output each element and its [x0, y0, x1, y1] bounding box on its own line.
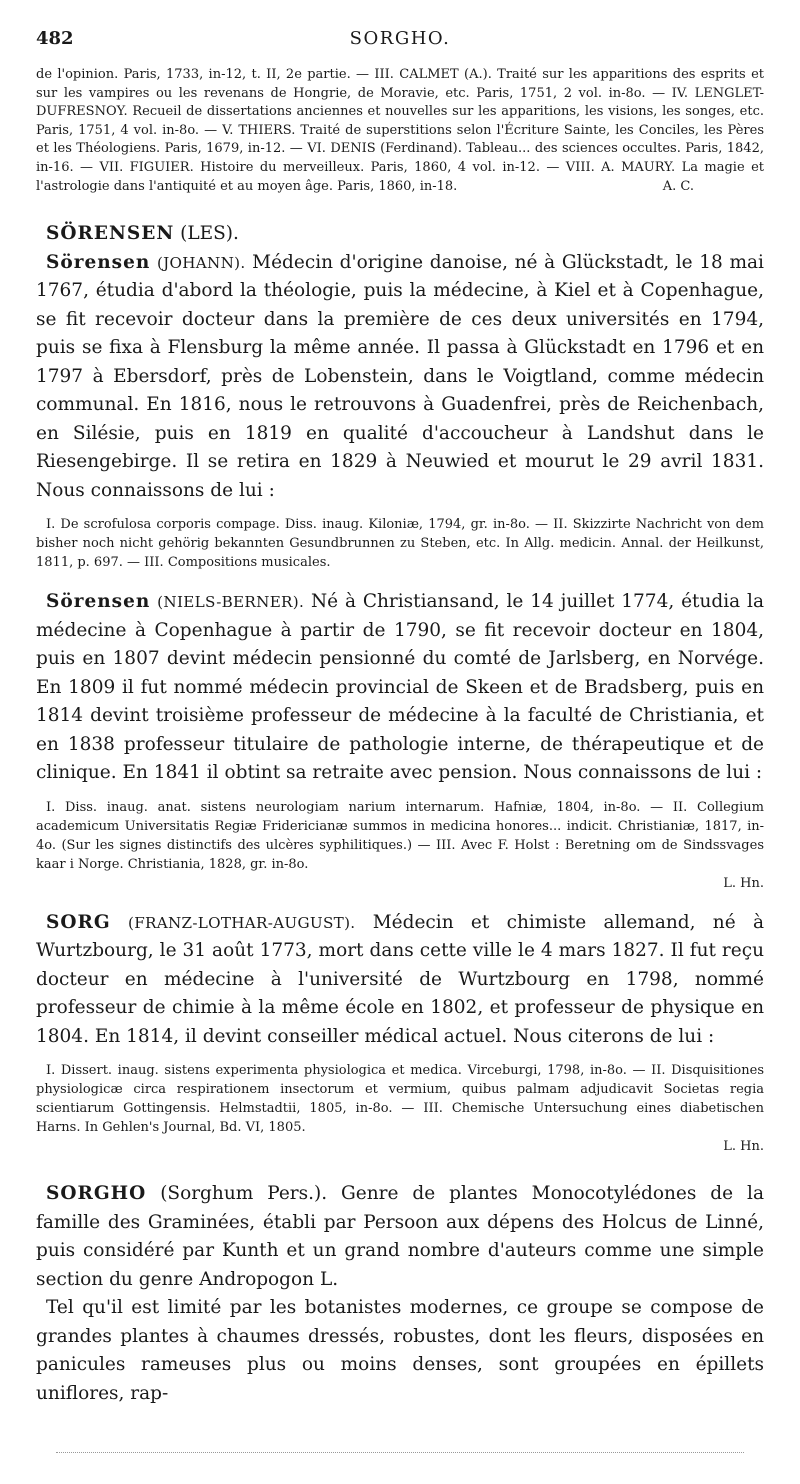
entry-body: Genre de plantes Monocotylédones de la famille des Graminées, établi par Persoon aux dépens des Holcus de Linné, puis considéré par Kunth et un grand nombre d'auteurs comme une simple section du genre Andropogon L. [36, 1183, 764, 1290]
text-column [36, 66, 764, 1408]
intro-signature: A. C. [662, 179, 694, 195]
entry-qualifier: (LES). [180, 223, 239, 245]
entry-niels [36, 588, 764, 788]
entry-body: Médecin et chimiste allemand, né à Wurtzbourg, le 31 août 1773, mort dans cette ville le 4 mars 1827. Il fut reçu docteur en médecine à l'université de Wurtzbourg en 1798, nommé professeur de chimie à la même école en 1802, et professeur de physique en 1804. En 1814, il devint conseiller médical actuel. Nous citerons de lui : [36, 911, 765, 1047]
bottom-rule [56, 1452, 744, 1453]
entry-body: Médecin d'origine danoise, né à Glückstadt, le 18 mai 1767, étudia d'abord la théologie, puis la médecine, à Kiel et à Copenhague, se fit recevoir docteur dans la première de ces deux universités en 1794, puis se fixa à Flensburg la même année. Il passa à Glückstadt en 1796 et en 1797 à Ebersdorf, près de Lobenstein, dans le Voigtland, comme médecin communal. En 1816, nous le retrouvons à Guadenfrei, près de Reichenbach, en Silésie, puis en 1819 en qualité d'accoucheur à Landshut dans le Riesengebirge. Il se retira en 1829 à Neuwied et mourut le 29 avril 1831. Nous connaissons de lui : [36, 251, 764, 501]
entry-name: (FRANZ-LOTHAR-AUGUST). [127, 913, 356, 932]
entry-works: I. Diss. inaug. anat. sistens neurologiam narium internarum. Hafniæ, 1804, in-8o. — II. Collegium academicum Universitatis Regiæ Fridericianæ summos in medicina honores... indicit. Christianiæ, 1817, in-4o. (Sur les signes distinctifs des ulcères syphilitiques.) — III. Avec F. Holst : Beretning om de Sindssvages kaar i Norge. Christiania, 1828, gr. in-8o. [36, 799, 764, 872]
running-title: SORGHO. [349, 28, 451, 49]
entry-body: Né à Christiansand, le 14 juillet 1774, étudia la médecine à Copenhague à partir de 1790, se fit recevoir docteur en 1804, puis en 1807 devint médecin pensionné du comté de Jarlsberg, en Norvége. En 1809 il fut nommé médecin provincial de Skeen et de Bradsberg, puis en 1814 devint troisième professeur de médecine à la faculté de Christiania, et en 1838 professeur titulaire de pathologie interne, de thérapeutique et de clinique. En 1841 il obtint sa retraite avec pension. Nous connaissons de lui : [36, 591, 764, 784]
entry-headword: Sörensen [46, 251, 151, 273]
entry-name: (Sorghum Pers.). [160, 1183, 328, 1205]
entry-headword: SORGHO [46, 1183, 147, 1205]
entry-johann [36, 249, 764, 506]
running-header [36, 28, 764, 60]
entry-works: I. Dissert. inaug. sistens experimenta physiologica et medica. Virceburgi, 1798, in-8o. — II. Disquisitiones physiologicæ circa respirationem insectorum et vermium, quibus palmam adjudicavit Societas regia scientiarum Gottingensis. Helmstadtii, 1805, in-8o. — III. Chemische Untersuchung eines diabetischen Harns. In Gehlen's Journal, Bd. VI, 1805. [36, 1063, 764, 1136]
entry-headword: SORG [46, 911, 111, 933]
intro-bibliography: de l'opinion. Paris, 1733, in-12, t. II, 2e partie. — III. CALMET (A.). Traité sur les apparitions des esprits et sur les vampires ou les revenans de Hongrie, de Moravie, etc. Paris, 1751, 2 vol. in-8o. — IV. LENGLET-DUFRESNOY. Recueil de dissertations anciennes et nouvelles sur les apparitions, les visions, les songes, etc. Paris, 1751, 4 vol. in-8o. — V. THIERS. Traité de superstitions selon l'Écriture Sainte, les Conciles, les Pères et les Théologiens. Paris, 1679, in-12. — VI. DENIS (Ferdinand). Tableau... des sciences occultes. Paris, 1842, in-16. — VII. FIGUIER. Histoire du merveilleux. Paris, 1860, 4 vol. in-12. — VIII. A. MAURY. La magie et l'astrologie dans l'antiquité et au moyen âge. Paris, 1860, in-18. [36, 67, 764, 194]
entry-name: (NIELS-BERNER). [157, 593, 305, 612]
entry-name: (JOHANN). [156, 253, 246, 272]
entry-signature: L. Hn. [723, 1139, 764, 1155]
entry-sorensen-les [36, 220, 764, 249]
entry-sorgho [36, 1180, 764, 1294]
entry-works: I. De scrofulosa corporis compage. Diss. inaug. Kiloniæ, 1794, gr. in-8o. — II. Skizzirte Nachricht von dem bisher noch nicht gehörig bekannten Gesundbrunnen zu Steben, etc. In Allg. medicin. Annal. der Heilkunst, 1811, p. 697. — III. Compositions musicales. [36, 517, 764, 571]
entry-headword: SÖRENSEN [46, 223, 175, 245]
entry-signature: L. Hn. [723, 875, 764, 891]
entry-sorgho-paragraph: Tel qu'il est limité par les botanistes modernes, ce groupe se compose de grandes plantes à chaumes dressés, robustes, dont les fleurs, disposées en panicules rameuses plus ou moins denses, sont groupées en épillets uniflores, rap- [36, 1297, 764, 1404]
page-number: 482 [36, 28, 74, 49]
entry-sorg [36, 909, 764, 1052]
entry-headword: Sörensen [46, 591, 151, 613]
